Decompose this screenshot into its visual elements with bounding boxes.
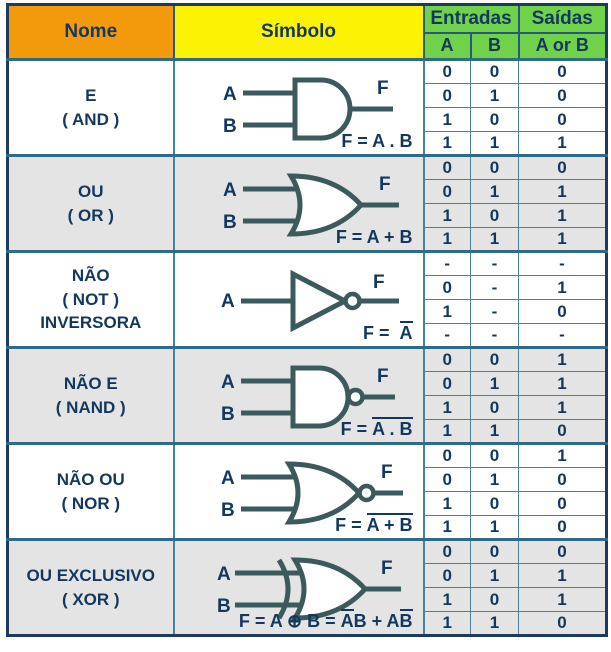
gate-name-line: NÃO OU [56, 469, 125, 489]
input-a-label: A [220, 291, 235, 312]
truth-cell: 1 [424, 516, 471, 540]
truth-cell: - [424, 252, 471, 276]
gate-name-or [8, 156, 174, 252]
truth-cell: 1 [519, 132, 607, 156]
truth-cell: 1 [424, 612, 471, 636]
truth-cell: 1 [424, 228, 471, 252]
gate-name-line: E [85, 85, 97, 105]
truth-cell: 0 [519, 300, 607, 324]
truth-cell: 0 [519, 516, 607, 540]
header-col-a-or-b: A or B [519, 33, 607, 60]
output-f-label: F [372, 272, 385, 293]
header-nome: Nome [8, 5, 174, 60]
truth-cell: - [471, 276, 519, 300]
input-a-label: A [220, 468, 235, 489]
truth-cell: 0 [471, 348, 519, 372]
output-f-label: F [376, 78, 389, 99]
truth-cell: 1 [471, 468, 519, 492]
truth-cell: - [519, 324, 607, 348]
gate-symbol-cell-not [174, 252, 424, 348]
gate-name-nor [8, 444, 174, 540]
gate-symbol-cell-nand [174, 348, 424, 444]
truth-cell: 0 [519, 60, 607, 84]
truth-cell: - [519, 252, 607, 276]
truth-cell: 1 [519, 372, 607, 396]
truth-cell: 0 [424, 276, 471, 300]
gate-symbol-cell-and [174, 60, 424, 156]
gate-symbol-cell-xor [174, 540, 424, 636]
truth-cell: 0 [471, 588, 519, 612]
row-and [8, 60, 607, 156]
truth-cell: 1 [519, 444, 607, 468]
truth-cell: 0 [519, 156, 607, 180]
gate-formula-or: F = A + B [335, 227, 413, 247]
gate-name-line: ( AND ) [62, 109, 120, 129]
truth-cell: 0 [424, 564, 471, 588]
truth-cell: 0 [424, 60, 471, 84]
truth-cell: 1 [519, 588, 607, 612]
truth-cell: 0 [424, 84, 471, 108]
truth-cell: 1 [471, 180, 519, 204]
row-nor [8, 444, 607, 540]
truth-cell: 0 [519, 468, 607, 492]
gate-formula-xor: F = A ⊕ B = AB + AB [238, 611, 413, 631]
truth-cell: 0 [424, 156, 471, 180]
gate-name-and [8, 60, 174, 156]
input-a-label: A [220, 372, 235, 393]
truth-cell: 1 [424, 108, 471, 132]
gate-name-xor [8, 540, 174, 636]
gate-formula-nand: F = A . B [340, 419, 413, 439]
header-saidas: Saídas [519, 5, 607, 33]
gate-name-line: ( NAND ) [55, 397, 126, 417]
input-a-label: A [216, 564, 231, 585]
gate-formula-not: F = A [362, 323, 413, 343]
truth-cell: 0 [471, 492, 519, 516]
output-f-label: F [380, 558, 393, 579]
truth-cell: - [471, 252, 519, 276]
truth-cell: 1 [519, 276, 607, 300]
row-or [8, 156, 607, 252]
input-b-label: B [216, 596, 231, 617]
truth-cell: 1 [471, 132, 519, 156]
input-a-label: A [222, 180, 237, 201]
output-f-label: F [376, 366, 389, 387]
truth-cell: 1 [424, 204, 471, 228]
row-nand [8, 348, 607, 444]
gate-name-line: NÃO E [63, 373, 118, 393]
truth-cell: 1 [471, 612, 519, 636]
truth-cell: 1 [471, 372, 519, 396]
truth-cell: 1 [471, 84, 519, 108]
truth-cell: 0 [424, 348, 471, 372]
truth-cell: 0 [519, 108, 607, 132]
gate-name-nand [8, 348, 174, 444]
input-b-label: B [220, 404, 235, 425]
header-col-a: A [424, 33, 471, 60]
truth-cell: 0 [471, 540, 519, 564]
truth-cell: 1 [471, 228, 519, 252]
truth-cell: 1 [424, 300, 471, 324]
truth-cell: 1 [424, 132, 471, 156]
truth-cell: 1 [519, 180, 607, 204]
truth-cell: 1 [424, 588, 471, 612]
truth-cell: 0 [424, 372, 471, 396]
gate-name-line: ( NOR ) [61, 493, 121, 513]
truth-cell: 0 [519, 84, 607, 108]
truth-cell: 0 [471, 444, 519, 468]
truth-cell: 0 [471, 396, 519, 420]
header-col-b: B [471, 33, 519, 60]
logic-gates-table [6, 3, 608, 637]
truth-cell: 1 [519, 564, 607, 588]
truth-cell: 1 [471, 516, 519, 540]
gate-symbol-cell-nor [174, 444, 424, 540]
truth-cell: 1 [519, 204, 607, 228]
truth-cell: 1 [471, 420, 519, 444]
truth-cell: 1 [424, 420, 471, 444]
gate-formula-nor: F = A + B [335, 515, 413, 535]
truth-cell: - [471, 324, 519, 348]
truth-cell: 0 [424, 180, 471, 204]
table-header [8, 5, 607, 60]
header-simbolo: Símbolo [174, 5, 424, 60]
truth-cell: 0 [519, 540, 607, 564]
gate-name-line: INVERSORA [40, 313, 142, 333]
truth-cell: 1 [519, 396, 607, 420]
gate-name-line: OU EXCLUSIVO [26, 565, 155, 585]
truth-cell: 1 [471, 564, 519, 588]
gate-name-line: OU [78, 181, 104, 201]
gate-name-line: ( NOT ) [62, 289, 120, 309]
gate-name-line: ( OR ) [67, 205, 114, 225]
truth-cell: 1 [519, 228, 607, 252]
gate-name-line: NÃO [71, 265, 110, 285]
truth-cell: 1 [519, 348, 607, 372]
truth-cell: 0 [519, 492, 607, 516]
truth-cell: - [471, 300, 519, 324]
truth-cell: 0 [519, 420, 607, 444]
truth-cell: 0 [471, 204, 519, 228]
gate-symbol-cell-or [174, 156, 424, 252]
gate-formula-and: F = A . B [341, 131, 413, 151]
output-f-label: F [378, 174, 391, 195]
input-b-label: B [222, 116, 237, 137]
row-xor [8, 540, 607, 636]
truth-cell: 1 [424, 492, 471, 516]
truth-cell: - [424, 324, 471, 348]
truth-cell: 0 [424, 468, 471, 492]
gate-name-not [8, 252, 174, 348]
output-f-label: F [380, 462, 393, 483]
gate-name-line: ( XOR ) [61, 589, 120, 609]
truth-cell: 0 [471, 156, 519, 180]
input-b-label: B [220, 500, 235, 521]
truth-cell: 0 [519, 612, 607, 636]
input-b-label: B [222, 212, 237, 233]
truth-cell: 1 [424, 396, 471, 420]
truth-cell: 0 [424, 540, 471, 564]
truth-cell: 0 [424, 444, 471, 468]
row-not [8, 252, 607, 348]
truth-cell: 0 [471, 60, 519, 84]
header-entradas: Entradas [424, 5, 519, 33]
truth-cell: 0 [471, 108, 519, 132]
input-a-label: A [222, 84, 237, 105]
